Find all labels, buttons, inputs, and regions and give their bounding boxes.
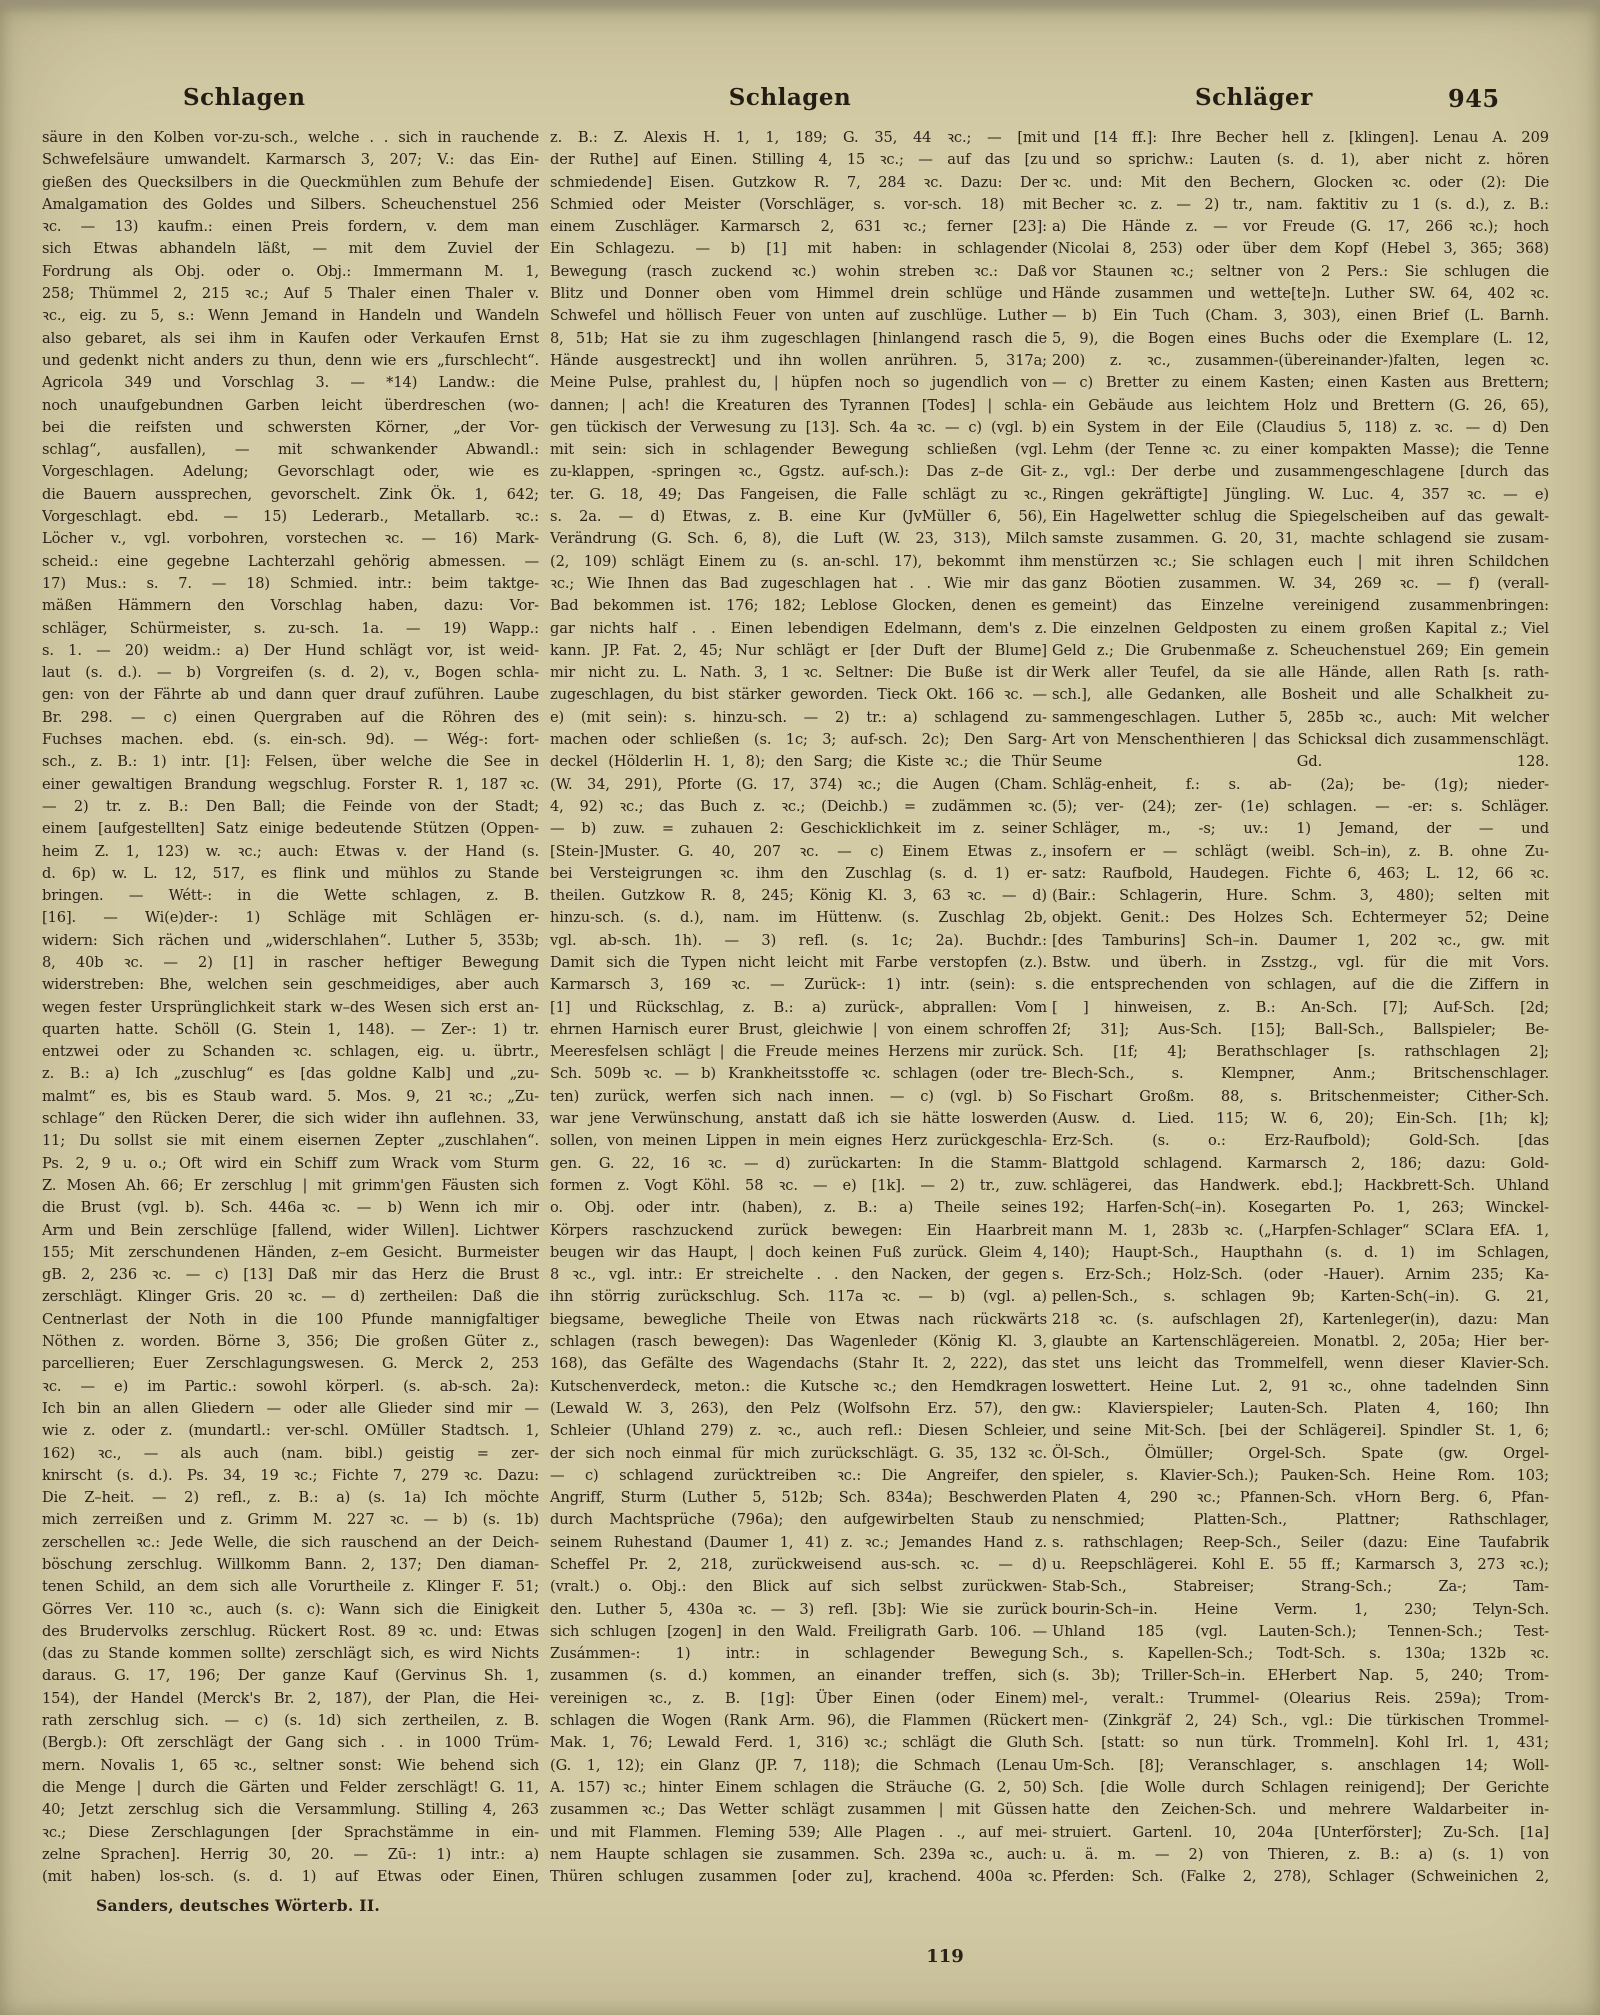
text-line: der sich noch einmal für mich zurückschlägt. G. 35, 132 ꝛc. — [550, 1444, 1047, 1462]
text-line: Centnerlast der Noth in die 100 Pfunde mannigfaltiger — [42, 1310, 539, 1328]
text-line: sch.], alle Gedanken, alle Bosheit und alle Schalkheit zu- — [1052, 686, 1549, 704]
text-line: schmiedende] Eisen. Gutzkow R. 7, 284 ꝛc. Dazu: Der — [550, 173, 1047, 191]
text-column-3 — [1052, 127, 1549, 1888]
text-line: ꝛc. — 13) kaufm.: einen Preis fordern, v. dem man — [42, 218, 539, 236]
text-line: z. B.: a) Ich „zuschlug“ es [das goldne Kalb] und „zu- — [42, 1065, 539, 1083]
text-line: Meine Pulse, prahlest du, | hüpfen noch so jugendlich von — [550, 374, 1047, 392]
text-line: [ ] hinweisen, z. B.: An-Sch. [7]; Auf-Sch. [2d; — [1052, 998, 1549, 1016]
text-line: menstürzen ꝛc.; Sie schlagen euch | mit ihren Schildchen — [1052, 552, 1549, 570]
text-line: vereinigen ꝛc., z. B. [1g]: Über Einen (oder Einem) — [550, 1689, 1047, 1707]
text-line: Ringen gekräftigte] Jüngling. W. Luc. 4, 357 ꝛc. — e) — [1052, 485, 1549, 503]
text-line: beugen wir das Haupt, | doch keinen Fuß zurück. Gleim 4, — [550, 1243, 1047, 1261]
text-line: den. Luther 5, 430a ꝛc. — 3) refl. [3b]: Wie sie zurück — [550, 1600, 1047, 1618]
text-line: Hände ausgestreckt] und ihn wollen anrühren. 5, 317a; — [550, 351, 1047, 369]
text-line: 11; Du sollst sie mit einem eisernen Zepter „zuschlahen“. — [42, 1132, 539, 1150]
text-line: mel-, veralt.: Trummel- (Olearius Reis. 259a); Trom- — [1052, 1689, 1549, 1707]
text-line: durch Machtsprüche (796a); den aufgewirbelten Staub zu — [550, 1511, 1047, 1529]
text-line: s. Erz-Sch.; Holz-Sch. (oder -Hauer). Arnim 235; Ka- — [1052, 1266, 1549, 1284]
text-line: vgl. ab-sch. 1h). — 3) refl. (s. 1c; 2a). Buchdr.: — [550, 931, 1047, 949]
text-line: Görres Ver. 110 ꝛc., auch (s. c): Wann sich die Einigkeit — [42, 1600, 539, 1618]
text-line: Geld z.; Die Grubenmaße z. Scheuchenstuel 269; Ein gemein — [1052, 641, 1549, 659]
text-line: — c) schlagend zurücktreiben ꝛc.: Die Angreifer, den — [550, 1466, 1047, 1484]
text-line: Mak. 1, 76; Lewald Ferd. 1, 316) ꝛc.; schlägt die Gluth — [550, 1734, 1047, 1752]
text-line: einem Zuschläger. Karmarsch 2, 631 ꝛc.; ferner [23]: — [550, 218, 1047, 236]
text-line: wegen fester Ursprünglichkeit stark w–des Wesen sich erst an- — [42, 998, 539, 1016]
text-line: 200) z. ꝛc., zusammen-(übereinander-)falten, legen ꝛc. — [1052, 351, 1549, 369]
text-line: (Bair.: Schlagerin, Hure. Schm. 3, 480); selten mit — [1052, 887, 1549, 905]
running-head — [0, 84, 1600, 114]
text-column-1 — [42, 127, 539, 1888]
text-line: Kutschenverdeck, meton.: die Kutsche ꝛc.; den Hemdkragen — [550, 1377, 1047, 1395]
text-line: (W. 34, 291), Pforte (G. 17, 374) ꝛc.; die Augen (Cham. — [550, 775, 1047, 793]
text-line: a) Die Hände z. — vor Freude (G. 17, 266 ꝛc.); hoch — [1052, 218, 1549, 236]
text-line: gw.: Klavierspieler; Lauten-Sch. Platen 4, 160; Ihn — [1052, 1399, 1549, 1417]
text-line: (Ausw. d. Lied. 115; W. 6, 20); Ein-Sch. [1h; k]; — [1052, 1110, 1549, 1128]
text-line: Hände zusammen und wette[te]n. Luther SW. 64, 402 ꝛc. — [1052, 285, 1549, 303]
text-line: malmt“ es, bis es Staub ward. 5. Mos. 9, 21 ꝛc.; „Zu- — [42, 1087, 539, 1105]
text-line: (das zu Stande kommen sollte) zerschlägt sich, es wird Nichts — [42, 1645, 539, 1663]
page-number: 945 — [1448, 84, 1500, 113]
text-line: (mit haben) los-sch. (s. d. 1) auf Etwas oder Einen, — [42, 1868, 539, 1886]
text-line: die Menge | durch die Gärten und Felder zerschlägt! G. 11, — [42, 1778, 539, 1796]
text-line: sch., z. B.: 1) intr. [1]: Felsen, über welche die See in — [42, 753, 539, 771]
text-line: 2f; 31]; Aus-Sch. [15]; Ball-Sch., Ballspieler; Be- — [1052, 1020, 1549, 1038]
text-line: Meeresfelsen schlägt | die Freude meines Herzens mir zurück. — [550, 1043, 1047, 1061]
text-line: Die Z–heit. — 2) refl., z. B.: a) (s. 1a) Ich möchte — [42, 1489, 539, 1507]
text-line: und so sprichw.: Lauten (s. d. 1), aber nicht z. hören — [1052, 151, 1549, 169]
text-line: einer gewaltigen Brandung wegschlug. Forster R. 1, 187 ꝛc. — [42, 775, 539, 793]
text-line: zu-klappen, -springen ꝛc., Ggstz. auf-sch.): Das z–de Git- — [550, 463, 1047, 481]
text-line: 192; Harfen-Sch(–in). Kosegarten Po. 1, 263; Winckel- — [1052, 1199, 1549, 1217]
text-line: s. 1. — 20) weidm.: a) Der Hund schlägt vor, ist weid- — [42, 641, 539, 659]
text-line: Becher ꝛc. z. — 2) tr., nam. faktitiv zu 1 (s. d.), z. B.: — [1052, 195, 1549, 213]
text-line: ꝛc. — e) im Partic.: sowohl körperl. (s. ab-sch. 2a): — [42, 1377, 539, 1395]
text-line: stet uns leicht das Trommelfell, wenn dieser Klavier-Sch. — [1052, 1355, 1549, 1373]
text-line: [des Tamburins] Sch–in. Daumer 1, 202 ꝛc., gw. mit — [1052, 931, 1549, 949]
text-line: s. 2a. — d) Etwas, z. B. eine Kur (JvMüller 6, 56), — [550, 508, 1047, 526]
text-line: 168), das Gefälte des Wagendachs (Stahr It. 2, 222), das — [550, 1355, 1047, 1373]
text-line: zerschellen ꝛc.: Jede Welle, die sich rauschend an der Deich- — [42, 1533, 539, 1551]
text-line: Blech-Sch., s. Klempner, Anm.; Britschenschlager. — [1052, 1065, 1549, 1083]
text-line: böschung zerschlug. Willkomm Bann. 2, 137; Den diaman- — [42, 1556, 539, 1573]
text-line: Blitz und Donner oben vom Himmel drein schlüge und — [550, 285, 1047, 303]
text-line: schlage“ den Rücken Derer, die sich wider ihn auflehnen. 33, — [42, 1110, 539, 1128]
text-line: bringen. — Wétt-: in die Wette schlagen, z. B. — [42, 887, 539, 905]
text-line: ein System in der Eile (Claudius 5, 118) z. ꝛc. — d) Den — [1052, 418, 1549, 436]
text-line: Fuchses machen. ebd. (s. ein-sch. 9d). — Wég-: fort- — [42, 731, 539, 749]
running-title-right: Schläger — [1195, 84, 1313, 111]
text-line: war jene Verwünschung, anstatt daß ich sie hätte loswerden — [550, 1110, 1047, 1128]
text-line: (2, 109) schlägt Einem zu (s. an-schl. 17), bekommt ihm — [550, 552, 1047, 570]
text-line: (Bergb.): Oft zerschlägt der Gang sich . . in 1000 Trüm- — [42, 1734, 539, 1752]
text-line: Löcher v., vgl. vorbohren, vorstechen ꝛc. — 16) Mark- — [42, 530, 539, 548]
text-line: samste zusammen. G. 20, 31, machte schlagend sie zusam- — [1052, 530, 1549, 548]
text-line: seinem Ruhestand (Daumer 1, 41) z. ꝛc.; Jemandes Hand z. — [550, 1533, 1047, 1551]
text-line: nem Haupte schlagen sie zusammen. Sch. 239a ꝛc., auch: — [550, 1845, 1047, 1863]
text-line: 258; Thümmel 2, 215 ꝛc.; Auf 5 Thaler einen Thaler v. — [42, 285, 539, 303]
text-line: men- (Zinkgräf 2, 24) Sch., vgl.: Die türkischen Trommel- — [1052, 1712, 1549, 1730]
text-line: Verändrung (G. Sch. 6, 8), die Luft (W. 23, 313), Milch — [550, 530, 1047, 548]
text-line: 155; Mit zerschundenen Händen, z–em Gesicht. Burmeister — [42, 1243, 539, 1261]
text-line: Agricola 349 und Vorschlag 3. — *14) Landw.: die — [42, 374, 539, 392]
text-line: ꝛc.; Wie Ihnen das Bad zugeschlagen hat . . Wie mir das — [550, 574, 1047, 592]
text-line: z. B.: Z. Alexis H. 1, 1, 189; G. 35, 44 ꝛc.; — [mit — [550, 129, 1047, 146]
text-line: ehrnen Harnisch eurer Brust, gleichwie | von einem schroffen — [550, 1020, 1047, 1038]
text-line: ꝛc., eig. zu 5, s.: Wenn Jemand in Handeln und Wandeln — [42, 307, 539, 325]
text-line: machen oder schließen (s. 1c; 3; auf-sch. 2c); Den Sarg- — [550, 731, 1047, 749]
sheet-signature-number: 119 — [926, 1946, 964, 1967]
text-line: mir nicht zu. L. Nath. 3, 1 ꝛc. Seltner: Die Buße ist dir — [550, 664, 1047, 682]
text-line: 4, 92) ꝛc.; das Buch z. ꝛc.; (Deichb.) = zudämmen ꝛc. — [550, 797, 1047, 815]
text-line: ter. G. 18, 49; Das Fangeisen, die Falle schlägt zu ꝛc., — [550, 485, 1047, 503]
text-line: 162) ꝛc., — als auch (nam. bibl.) geistig = zer- — [42, 1444, 539, 1462]
text-line: und mit Flammen. Fleming 539; Alle Plagen . ., auf mei- — [550, 1823, 1047, 1841]
text-line: satz: Raufbold, Haudegen. Fichte 6, 463; L. 12, 66 ꝛc. — [1052, 864, 1549, 882]
text-line: Vorgeschlagen. Adelung; Gevorschlagt oder, wie es — [42, 463, 539, 481]
text-line: spieler, s. Klavier-Sch.); Pauken-Sch. Heine Rom. 103; — [1052, 1466, 1549, 1484]
text-line: formen z. Vogt Köhl. 58 ꝛc. — e) [1k]. — 2) tr., zuw. — [550, 1176, 1047, 1194]
text-line: Amalgamation des Goldes und Silbers. Scheuchenstuel 256 — [42, 195, 539, 213]
text-line: Erz-Sch. (s. o.: Erz-Raufbold); Gold-Sch. [das — [1052, 1132, 1549, 1150]
text-line: 8, 51b; Hat sie zu ihm zugeschlagen [hinlangend rasch die — [550, 329, 1047, 347]
text-line: Ein Hagelwetter schlug die Spiegelscheiben auf das gewalt- — [1052, 508, 1549, 526]
text-line: [16]. — Wi(e)der-: 1) Schläge mit Schlägen er- — [42, 909, 539, 927]
text-line: wie z. oder z. (mundartl.: ver-schl. OMüller Stadtsch. 1, — [42, 1422, 539, 1440]
text-line: Fordrung als Obj. oder o. Obj.: Immermann M. 1, — [42, 262, 539, 280]
text-line: des Brudervolks zerschlug. Rückert Rost. 89 ꝛc. und: Etwas — [42, 1622, 539, 1640]
text-line: Art von Menschenthieren | das Schicksal dich zusammenschlägt. — [1052, 731, 1549, 749]
text-line: kann. JP. Fat. 2, 45; Nur schlägt er [der Duft der Blume] — [550, 641, 1047, 659]
text-line: pellen-Sch., s. schlagen 9b; Karten-Sch(–in). G. 21, — [1052, 1288, 1549, 1306]
text-line: gen. G. 22, 16 ꝛc. — d) zurückarten: In die Stamm- — [550, 1154, 1047, 1172]
text-line: 8 ꝛc., vgl. intr.: Er streichelte . . den Nacken, der gegen — [550, 1266, 1047, 1284]
text-line: (5); ver- (24); zer- (1e) schlagen. — -er: s. Schläger. — [1052, 797, 1549, 815]
text-line: — b) zuw. = zuhauen 2: Geschicklichkeit im z. seiner — [550, 820, 1047, 838]
text-line: A. 157) ꝛc.; hinter Einem schlagen die Sträuche (G. 2, 50) — [550, 1778, 1047, 1796]
text-line: 218 ꝛc. (s. aufschlagen 2f), Kartenleger(in), dazu: Man — [1052, 1310, 1549, 1328]
text-line: Zusámmen-: 1) intr.: in schlagender Bewegung — [550, 1645, 1047, 1663]
text-line: Ps. 2, 9 u. o.; Oft wird ein Schiff zum Wrack vom Sturm — [42, 1154, 539, 1172]
scan-top-edge — [0, 0, 1600, 14]
text-line: theilen. Gutzkow R. 8, 245; König Kl. 3, 63 ꝛc. — d) — [550, 887, 1047, 905]
text-line: Stab-Sch., Stabreiser; Strang-Sch.; Za-; Tam- — [1052, 1578, 1549, 1596]
text-line: widern: Sich rächen und „widerschlahen“. Luther 5, 353b; — [42, 931, 539, 949]
text-line: hatte den Zeichen-Sch. und mehrere Waldarbeiter in- — [1052, 1801, 1549, 1819]
text-line: Bad bekommen ist. 176; 182; Leblose Glocken, denen es — [550, 597, 1047, 615]
text-line: Angriff, Sturm (Luther 5, 512b; Sch. 834a); Beschwerden — [550, 1489, 1047, 1507]
text-line: Z. Mosen Ah. 66; Er zerschlug | mit grimm'gen Fäusten sich — [42, 1176, 539, 1194]
text-line: die Bauern aussprechen, gevorschelt. Zink Ök. 1, 642; — [42, 485, 539, 503]
text-line: die entsprechenden von schlagen, auf die die Ziffern in — [1052, 976, 1549, 994]
text-line: mich zerreißen und z. Grimm M. 227 ꝛc. — b) (s. 1b) — [42, 1511, 539, 1529]
text-line: Schläger, m., -s; uv.: 1) Jemand, der — und — [1052, 820, 1549, 838]
text-line: struiert. Gartenl. 10, 204a [Unterförster]; Zu-Sch. [1a] — [1052, 1823, 1549, 1841]
text-line: Die einzelnen Geldposten zu einem großen Kapital z.; Viel — [1052, 619, 1549, 637]
text-line: deckel (Hölderlin H. 1, 8); den Sarg; die Kiste ꝛc.; die Thür — [550, 753, 1047, 771]
text-line: schlägerei, das Handwerk. ebd.]; Hackbrett-Sch. Uhland — [1052, 1176, 1549, 1194]
text-line: (Nicolai 8, 253) oder über dem Kopf (Hebel 3, 365; 368) — [1052, 240, 1549, 258]
text-line: hinzu-sch. (s. d.), nam. im Hüttenw. (s. Zuschlag 2b, — [550, 909, 1047, 927]
text-line: 140); Haupt-Sch., Haupthahn (s. d. 1) im Schlagen, — [1052, 1243, 1549, 1261]
text-line: Nöthen z. worden. Börne 3, 356; Die großen Güter z., — [42, 1333, 539, 1351]
text-line: Schmied oder Meister (Vorschläger, s. vor-sch. 18) mit — [550, 195, 1047, 213]
text-line: zusammen (s. d.) kommen, an einander treffen, sich — [550, 1667, 1047, 1685]
text-line: dannen; | ach! die Kreaturen des Tyrannen [Todes] | schla- — [550, 396, 1047, 414]
text-line: Lehm (der Tenne ꝛc. zu einer kompakten Masse); die Tenne — [1052, 441, 1549, 459]
text-line: schläger, Schürmeister, s. zu-sch. 1a. — 19) Wapp.: — [42, 619, 539, 637]
text-line: Ein Schlagezu. — b) [1] mit haben: in schlagender — [550, 240, 1047, 258]
text-line: schlag“, ausfallen), — mit schwankender Abwandl.: — [42, 441, 539, 459]
text-line: einem [aufgestellten] Satz einige bedeutende Stützen (Oppen- — [42, 820, 539, 838]
text-line: rath zerschlug sich. — c) (s. 1d) sich zertheilen, z. B. — [42, 1712, 539, 1730]
text-line: [1] und Rückschlag, z. B.: a) zurück-, abprallen: Vom — [550, 998, 1047, 1016]
text-line: der Ruthe] auf Einen. Stilling 4, 15 ꝛc.; — auf das [zu — [550, 151, 1047, 169]
text-line: Bewegung (rasch zuckend ꝛc.) wohin streben ꝛc.: Daß — [550, 262, 1047, 280]
text-line: mern. Novalis 1, 65 ꝛc., seltner sonst: Wie behend sich — [42, 1756, 539, 1774]
text-line: sammengeschlagen. Luther 5, 285b ꝛc., auch: Mit welcher — [1052, 708, 1549, 726]
text-line: gen tückisch der Verwesung zu [13]. Sch. 4a ꝛc. — c) (vgl. b) — [550, 418, 1047, 436]
text-line: vor Staunen ꝛc.; seltner von 2 Pers.: Sie schlugen die — [1052, 262, 1549, 280]
text-line: Schwefel und höllisch Feuer von unten auf zuschlüge. Luther — [550, 307, 1047, 325]
text-line: sollen, von meinen Lippen in mein eignes Herz zurückgeschla- — [550, 1132, 1047, 1150]
text-line: (Lewald W. 3, 263), den Pelz (Wolfsohn Erz. 57), den — [550, 1399, 1047, 1417]
text-line: bourin-Sch–in. Heine Verm. 1, 230; Telyn-Sch. — [1052, 1600, 1549, 1618]
text-line: daraus. G. 17, 196; Der ganze Kauf (Gervinus Sh. 1, — [42, 1667, 539, 1685]
text-line: noch unaufgebundnen Garben leicht überdreschen (wo- — [42, 396, 539, 414]
text-line: ꝛc.; Diese Zerschlagungen [der Sprachstämme in ein- — [42, 1823, 539, 1841]
text-line: zusammen ꝛc.; Das Wetter schlägt zusammen | mit Güssen — [550, 1801, 1047, 1819]
text-line: (G. 1, 12); ein Glanz (JP. 7, 118); die Schmach (Lenau — [550, 1756, 1047, 1774]
text-line: die Brust (vgl. b). Sch. 446a ꝛc. — b) Wenn ich mir — [42, 1199, 539, 1217]
text-line: s. rathschlagen; Reep-Sch., Seiler (dazu: Eine Taufabrik — [1052, 1533, 1549, 1551]
text-line: 5, 9), die Bogen eines Buchs oder die Exemplare (L. 12, — [1052, 329, 1549, 347]
text-line: zugeschlagen, du bist stärker geworden. Tieck Okt. 166 ꝛc. — — [550, 686, 1047, 704]
text-line: — c) Bretter zu einem Kasten; einen Kasten aus Brettern; — [1052, 374, 1549, 392]
text-line: gB. 2, 236 ꝛc. — c) [13] Daß mir das Herz die Brust — [42, 1266, 539, 1284]
text-line: e) (mit sein): s. hinzu-sch. — 2) tr.: a) schlagend zu- — [550, 708, 1047, 726]
text-line: Uhland 185 (vgl. Lauten-Sch.); Tennen-Sch.; Test- — [1052, 1622, 1549, 1640]
text-line: zerschlägt. Klinger Gris. 20 ꝛc. — d) zertheilen: Daß die — [42, 1288, 539, 1306]
text-line: laut (s. d.). — b) Vorgreifen (s. d. 2), v., Bogen schla- — [42, 664, 539, 682]
text-line: (s. 3b); Triller-Sch–in. EHerbert Nap. 5, 240; Trom- — [1052, 1667, 1549, 1685]
text-line: heim Z. 1, 123) w. ꝛc.; auch: Etwas v. der Hand (s. — [42, 842, 539, 860]
text-line: bei Versteigrungen ꝛc. ihm den Zuschlag (s. d. 1) er- — [550, 864, 1047, 882]
text-line: Platen 4, 290 ꝛc.; Pfannen-Sch. vHorn Berg. 6, Pfan- — [1052, 1489, 1549, 1507]
text-line: (vralt.) o. Obj.: den Blick auf sich selbst zurückwen- — [550, 1578, 1047, 1596]
text-line: Karmarsch 3, 169 ꝛc. — Zurück-: 1) intr. (sein): s. — [550, 976, 1047, 994]
text-line: loswettert. Heine Lut. 2, 91 ꝛc., ohne tadelnden Sinn — [1052, 1377, 1549, 1395]
text-line: Vorgeschlagt. ebd. — 15) Lederarb., Metallarb. ꝛc.: — [42, 508, 539, 526]
text-line: nenschmied; Platten-Sch., Plattner; Rathschlager, — [1052, 1511, 1549, 1529]
text-line: Schläg-enheit, f.: s. ab- (2a); be- (1g); nieder- — [1052, 775, 1549, 793]
text-line: ein Gebäude aus leichtem Holz und Brettern (G. 26, 65), — [1052, 396, 1549, 414]
text-line: Bstw. und überh. in Zsstzg., vgl. für die mit Vors. — [1052, 953, 1549, 971]
text-line: u. ä. m. — 2) von Thieren, z. B.: a) (s. 1) von — [1052, 1845, 1549, 1863]
text-line: und seine Mit-Sch. [bei der Schlägerei]. Spindler St. 1, 6; — [1052, 1422, 1549, 1440]
text-line: mann M. 1, 283b ꝛc. („Harpfen-Schlager“ SClara EfA. 1, — [1052, 1221, 1549, 1239]
text-line: schlagen (rasch bewegen): Das Wagenleder (König Kl. 3, — [550, 1333, 1047, 1351]
text-line: 154), der Handel (Merck's Br. 2, 187), der Plan, die Hei- — [42, 1689, 539, 1707]
text-line: z., vgl.: Der derbe und zusammengeschlagene [durch das — [1052, 463, 1549, 481]
text-line: ihn störrig zurückschlug. Sch. 117a ꝛc. — b) (vgl. a) — [550, 1288, 1047, 1306]
text-line: o. Obj. oder intr. (haben), z. B.: a) Theile seines — [550, 1199, 1047, 1217]
text-line: quarten hatte. Schöll (G. Stein 1, 148). — Zer-: 1) tr. — [42, 1020, 539, 1038]
text-line: Körpers raschzuckend zurück bewegen: Ein Haarbreit — [550, 1221, 1047, 1239]
text-line: Pferden: Sch. (Falke 2, 278), Schlager (Schweinichen 2, — [1052, 1868, 1549, 1886]
text-line: mäßen Hämmern den Vorschlag haben, dazu: Vor- — [42, 597, 539, 615]
text-line: Um-Sch. [8]; Veranschlager, s. anschlagen 14; Woll- — [1052, 1756, 1549, 1774]
text-line: Öl-Sch., Ölmüller; Orgel-Sch. Spate (gw. Orgel- — [1052, 1444, 1549, 1462]
footer-signature: Sanders, deutsches Wörterb. II. — [96, 1896, 381, 1915]
text-line: d. 6p) w. L. 12, 517, es flink und mühlos zu Stande — [42, 864, 539, 882]
text-line: sich Etwas abhandeln läßt, — mit dem Zuviel der — [42, 240, 539, 258]
text-line: Br. 298. — c) einen Quergraben auf die Röhren des — [42, 708, 539, 726]
text-line: Blattgold schlagend. Karmarsch 2, 186; dazu: Gold- — [1052, 1154, 1549, 1172]
text-line: säure in den Kolben vor-zu-sch., welche . . sich in rauchende — [42, 129, 539, 146]
text-line: Sch. [1f; 4]; Berathschlager [s. rathschlagen 2]; — [1052, 1043, 1549, 1061]
text-line: ten) zurück, werfen sich nach innen. — c) (vgl. b) So — [550, 1087, 1047, 1105]
text-line: bei die reifsten und schwersten Körner, „der Vor- — [42, 418, 539, 436]
text-line: schlagen die Wogen (Rank Arm. 96), die Flammen (Rückert — [550, 1712, 1047, 1730]
text-line: biegsame, bewegliche Theile von Etwas nach rückwärts — [550, 1310, 1047, 1328]
text-line: knirscht (s. d.). Ps. 34, 19 ꝛc.; Fichte 7, 279 ꝛc. Dazu: — [42, 1466, 539, 1484]
text-line: Ich bin an allen Gliedern — oder alle Glieder sind mir — — [42, 1399, 539, 1417]
text-line: und gedenkt nicht anders zu thun, denn wie ers „furschlecht“. — [42, 351, 539, 369]
text-line: — b) Ein Tuch (Cham. 3, 303), einen Brief (L. Barnh. — [1052, 307, 1549, 325]
text-line: Schwefelsäure umwandelt. Karmarsch 3, 207; V.: das Ein- — [42, 151, 539, 169]
text-line: tenen Schild, an dem sich alle Vorurtheile z. Klinger F. 51; — [42, 1578, 539, 1596]
text-line: [Stein-]Muster. G. 40, 207 ꝛc. — c) Einem Etwas z., — [550, 842, 1047, 860]
text-line: 17) Mus.: s. 7. — 18) Schmied. intr.: beim taktge- — [42, 574, 539, 592]
text-line: Schleier (Uhland 279) z. ꝛc., auch refl.: Diesen Schleier, — [550, 1422, 1047, 1440]
text-line: Sch. [die Wolle durch Schlagen reinigend]; Der Gerichte — [1052, 1778, 1549, 1796]
text-line: Thüren schlugen zusammen [oder zu], krachend. 400a ꝛc. — [550, 1868, 1047, 1886]
running-title-center: Schlagen — [728, 84, 852, 111]
text-line: widerstreben: Bhe, welchen sein geschmeidiges, aber auch — [42, 976, 539, 994]
text-line: gar nichts half . . Einen lebendigen Edelmann, dem's z. — [550, 619, 1047, 637]
text-line: u. Reepschlägerei. Kohl E. 55 ff.; Karmarsch 3, 273 ꝛc.); — [1052, 1556, 1549, 1573]
text-line: scheid.: eine gegebne Lachterzahl gehörig abmessen. — — [42, 552, 539, 570]
text-line: objekt. Genit.: Des Holzes Sch. Echtermeyer 52; Deine — [1052, 909, 1549, 927]
text-line: parcellieren; Euer Zerschlagungswesen. G. Merck 2, 253 — [42, 1355, 539, 1373]
text-line: Werk aller Teufel, da sie alle Hände, allen Rath [s. rath- — [1052, 664, 1549, 682]
text-line: Scheffel Pr. 2, 218, zurückweisend aus-sch. ꝛc. — d) — [550, 1556, 1047, 1573]
text-line: zelne Sprachen]. Herrig 30, 20. — Zū-: 1) intr.: a) — [42, 1845, 539, 1863]
text-line: Damit sich die Typen nicht leicht mit Farbe verstopfen (z.). — [550, 953, 1047, 971]
text-line: glaubte an Kartenschlägereien. Monatbl. 2, 205a; Hier ber- — [1052, 1333, 1549, 1351]
text-line: also gebaret, als sei ihm in Kaufen oder Verkaufen Ernst — [42, 329, 539, 347]
text-line: Sch., s. Kapellen-Sch.; Todt-Sch. s. 130a; 132b ꝛc. — [1052, 1645, 1549, 1663]
text-line: Arm und Bein zerschlüge [fallend, wider Willen]. Lichtwer — [42, 1221, 539, 1239]
text-line: Fischart Großm. 88, s. Britschenmeister; Cither-Sch. — [1052, 1087, 1549, 1105]
text-line: ꝛc. und: Mit den Bechern, Glocken ꝛc. oder (2): Die — [1052, 173, 1549, 191]
text-line: gen: von der Fährte ab und dann quer drauf zuführen. Laube — [42, 686, 539, 704]
running-title-left: Schlagen — [183, 84, 306, 111]
text-line: insofern er — schlägt (weibl. Sch–in), z. B. ohne Zu- — [1052, 842, 1549, 860]
text-line: mit sein: sich in schlagender Bewegung schließen (vgl. — [550, 441, 1047, 459]
text-line: sich schlugen [zogen] in den Wald. Freiligrath Garb. 106. — — [550, 1622, 1047, 1640]
text-line: 40; Jetzt zerschlug sich die Versammlung. Stilling 4, 263 — [42, 1801, 539, 1819]
text-line: 8, 40b ꝛc. — 2) [1] in rascher heftiger Bewegung — [42, 953, 539, 971]
text-line: gemeint) das Einzelne vereinigend zusammenbringen: — [1052, 597, 1549, 615]
text-line: gießen des Quecksilbers in die Queckmühlen zum Behufe der — [42, 173, 539, 191]
text-line: entzwei oder zu Schanden ꝛc. schlagen, eig. u. übrtr., — [42, 1043, 539, 1061]
text-column-2 — [550, 127, 1047, 1888]
text-line: ganz Böotien zusammen. W. 34, 269 ꝛc. — f) (verall- — [1052, 574, 1549, 592]
text-line: Sch. 509b ꝛc. — b) Krankheitsstoffe ꝛc. schlagen (oder tre- — [550, 1065, 1047, 1083]
text-line: und [14 ff.]: Ihre Becher hell z. [klingen]. Lenau A. 209 — [1052, 129, 1549, 146]
text-line: — 2) tr. z. B.: Den Ball; die Feinde von der Stadt; — [42, 797, 539, 815]
text-line: Sch. [statt: so nun türk. Trommeln]. Kohl Irl. 1, 431; — [1052, 1734, 1549, 1752]
text-line: Seume Gd. 128. — [1052, 753, 1549, 771]
